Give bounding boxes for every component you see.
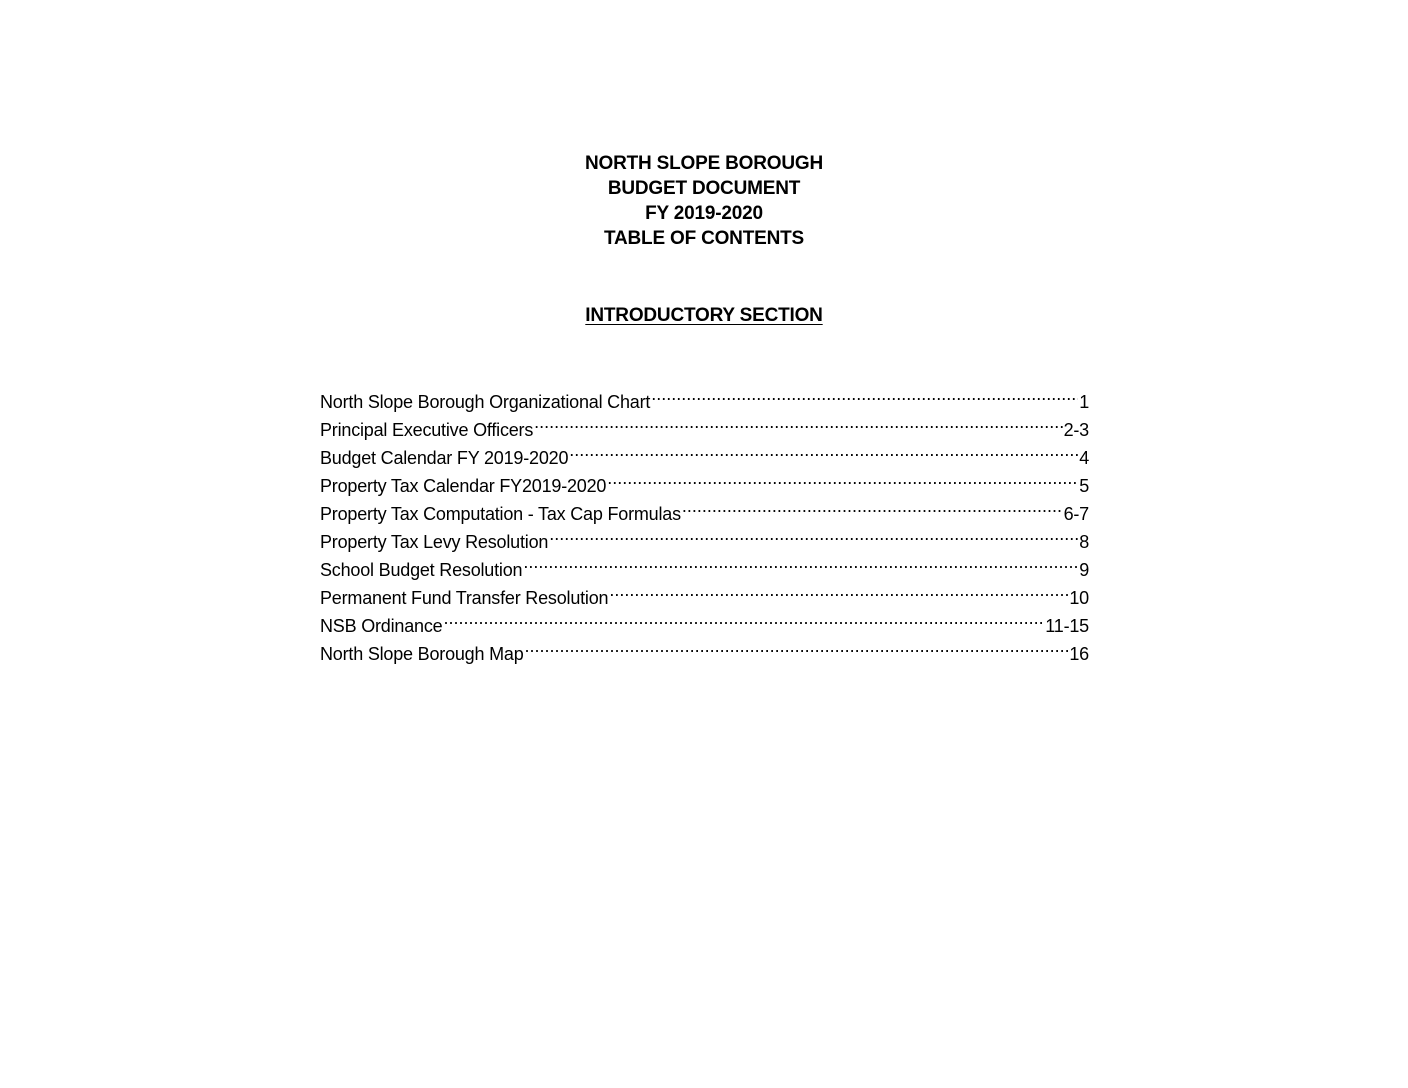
toc-entry-label: North Slope Borough Map [320, 644, 524, 664]
toc-dot-leader [682, 492, 1063, 520]
toc-dot-leader [607, 464, 1078, 492]
toc-entry-page: 11-15 [1045, 616, 1089, 636]
toc-entry-page: 10 [1069, 588, 1089, 608]
table-of-contents-title: TABLE OF CONTENTS [604, 228, 804, 249]
toc-dot-leader [534, 408, 1062, 436]
toc-entry-page: 16 [1069, 644, 1089, 664]
toc-dot-leader [651, 380, 1078, 408]
toc-entry-page: 9 [1079, 560, 1089, 580]
fiscal-year-title: FY 2019-2020 [645, 203, 763, 224]
toc-dot-leader [525, 632, 1069, 660]
toc-entry-page: 6-7 [1063, 504, 1089, 524]
toc-dot-leader [523, 548, 1078, 576]
toc-entry-page: 2-3 [1063, 420, 1089, 440]
toc-entry-label: Property Tax Levy Resolution [320, 532, 549, 552]
document-title: BUDGET DOCUMENT [607, 178, 801, 199]
toc-entry-page: 5 [1079, 476, 1089, 496]
toc-dot-leader [569, 436, 1078, 464]
toc-entry-organizational-chart[interactable] [320, 380, 1089, 412]
toc-entry-label: School Budget Resolution [320, 560, 523, 580]
table-of-contents [320, 380, 1089, 664]
toc-entry-label: Principal Executive Officers [320, 420, 534, 440]
section-heading: INTRODUCTORY SECTION [585, 305, 823, 326]
toc-entry-page: 4 [1079, 448, 1089, 468]
toc-entry-label: NSB Ordinance [320, 616, 443, 636]
toc-entry-label: Property Tax Calendar FY2019-2020 [320, 476, 607, 496]
title-block [0, 151, 1408, 251]
toc-entry-label: Permanent Fund Transfer Resolution [320, 588, 609, 608]
toc-entry-label: Budget Calendar FY 2019-2020 [320, 448, 569, 468]
toc-entry-page: 1 [1079, 392, 1089, 412]
toc-dot-leader [549, 520, 1078, 548]
toc-entry-label: North Slope Borough Organizational Chart [320, 392, 651, 412]
toc-entry-label: Property Tax Computation - Tax Cap Formulas [320, 504, 681, 524]
toc-dot-leader [609, 576, 1068, 604]
organization-title: NORTH SLOPE BOROUGH [585, 153, 823, 174]
toc-dot-leader [443, 604, 1044, 632]
toc-entry-page: 8 [1079, 532, 1089, 552]
